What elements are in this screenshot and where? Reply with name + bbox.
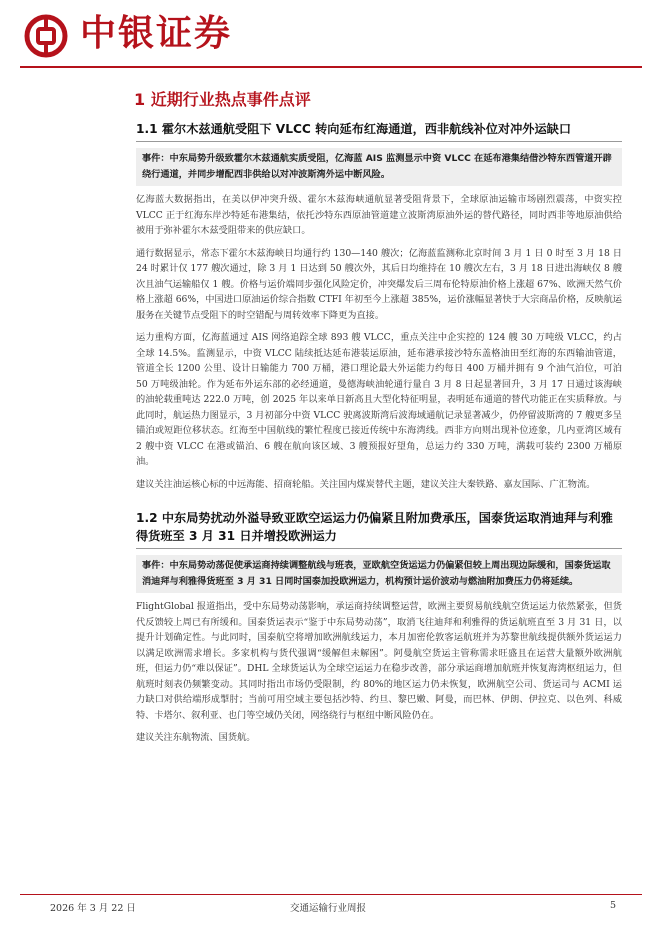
section-title: 1 近期行业热点事件点评 [134, 90, 311, 109]
subsection-title: 1.2 中东局势扰动外溢导致亚欧空运运力仍偏紧且附加费承压，国泰货运取消迪拜与利雅得货班至 3 月 31 日并增投欧洲运力 [136, 509, 622, 549]
subsection-1-2 [136, 509, 622, 746]
bank-of-china-logo-icon [24, 14, 68, 58]
event-summary-box: 事件：中东局势动荡促使承运商持续调整航线与班表，亚欧航空货运运力仍偏紧但较上周出现边际缓和，国泰货运取消迪拜与利雅得货班至 3 月 31 日同时国泰加投欧洲运力，机构预计运价波动与燃油附加费压力仍将延续。 [136, 555, 622, 593]
page-number: 5 [609, 900, 616, 911]
body-paragraph: FlightGlobal 报道指出，受中东局势动荡影响，承运商持续调整运营，欧洲主要贸易航线航空货运运力依然紧张，但货代反馈较上周已有所缓和。国泰货运表示“鉴于中东局势动荡”，取消飞往迪拜和利雅得的货运航班直至 3 月 31 日，以提升计划确定性。与此同时，国泰航空将增加欧洲航线运力，本月加密伦敦客运航班并为苏黎世航线提供额外货运运力以满足欧洲需求增长。多家机构与货代强调“缓解但未解困”。阿曼航空货运主管称需求旺盛且在运营大量额外欧洲航班，但运力仍“难以保证”。DHL 全球货运认为全球空运运力在稳步改善，部分承运商增加航班并恢复海湾枢纽运力，但航班时刻表仍频繁变动。其同时指出市场仍受限制，约 80%的地区运力仍未恢复，欧洲航空公司、货运司与 ACMI 运力缺口对供给端形成掣肘；当前可用空域主要包括沙特、约旦、黎巴嫩、阿曼，而巴林、伊朗、伊拉克、以色列、科威特、卡塔尔、叙利亚、也门等空域仍关闭，网络绕行与枢纽中断风险仍在。 [136, 601, 622, 721]
report-date: 2026 年 3 月 22 日 [50, 903, 136, 914]
body-paragraph: 运力重构方面，亿海蓝通过 AIS 网络追踪全球 893 艘 VLCC，重点关注中企实控的 124 艘 30 万吨级 VLCC，约占全球 14.5%。监测显示，中资 VLCC 陆续抵达延布港装运原油，延布港承接沙特东盖格油田至红海的东西输油管道，管道全长 1200 公里、设计日输能力 700 万桶，港口理论最大外运能力约每日 400 万桶并拥有 9 个油气泊位，可泊 50 万吨级油轮。作为延布外运东部的必经通道，曼德海峡油轮通行量自 3 月 8 日起显著回升，3 月 17 日通过该海峡的油轮载重吨达 222.0 万吨，创 2025 年以来单日新高且大型化特征明显，表明延布通道的替代功能正在实质释放。与此同时，航运热力图显示，3 月初部分中资 VLCC 驶离波斯湾后波海域通航记录显著减少，仍停留波斯湾的 7 艘更多呈锚泊或短距位移状态。红海至中国航线的繁忙程度已接近传统中东海湾线。西非方向则出现补位迹象，几内亚湾区域有 2 艘中资 VLCC 在港或锚泊、6 艘在航向该区域、3 艘预报好望角，总运力约 330 万吨，满载可装约 2300 万桶原油。 [136, 332, 622, 467]
footer-divider [20, 894, 642, 895]
subsection-1-1 [136, 120, 622, 492]
page-header [0, 0, 662, 70]
report-title: 交通运输行业周报 [290, 903, 367, 914]
body-paragraph: 亿海蓝大数据指出，在美以伊冲突升级、霍尔木兹海峡通航显著受阻背景下，全球原油运输市场剧烈震荡，中资实控 VLCC 正于红海东岸沙特延布港集结，依托沙特东西原油管道建立波斯湾原油外运的替代路径，同时西非等地原油供给被用于弥补霍尔木兹受阻带来的供应缺口。 [136, 194, 622, 236]
body-paragraph: 通行数据显示，常态下霍尔木兹海峡日均通行约 130—140 艘次；亿海蓝监测称北京时间 3 月 1 日 0 时至 3 月 18 日 24 时累计仅 177 艘次通过，除 3 月 1 日达到 50 艘次外，其后日均维持在 10 艘次左右，3 月 18 日进出海峡仅 8 艘次且油气运输船仅 1 艘。价格与运价端同步强化风险定价，冲突爆发后三周布伦特原油价格上涨超 67%、欧洲天然气价格上涨超 66%，中国进口原油运价综合指数 CTFI 年初至今上涨超 385%，运价涨幅显著快于大宗商品价格，反映航运服务在关键节点受阻下的时空错配与周转效率下降更为直接。 [136, 247, 622, 321]
event-summary-box: 事件：中东局势升级致霍尔木兹通航实质受阻，亿海蓝 AIS 监测显示中资 VLCC 在延布港集结借沙特东西管道开辟绕行通道，并同步增配西非供给以对冲波斯湾外运中断风险。 [136, 148, 622, 186]
subsection-title: 1.1 霍尔木兹通航受阻下 VLCC 转向延布红海通道，西非航线补位对冲外运缺口 [136, 120, 622, 142]
recommendation-paragraph: 建议关注油运核心标的中远海能、招商轮船。关注国内煤炭替代主题，建议关注大秦铁路、嘉友国际、广汇物流。 [136, 478, 596, 490]
main-content [136, 120, 622, 753]
recommendation-paragraph: 建议关注东航物流、国货航。 [136, 732, 256, 743]
brand-name: 中银证券 [80, 13, 233, 54]
header-divider [20, 66, 642, 68]
